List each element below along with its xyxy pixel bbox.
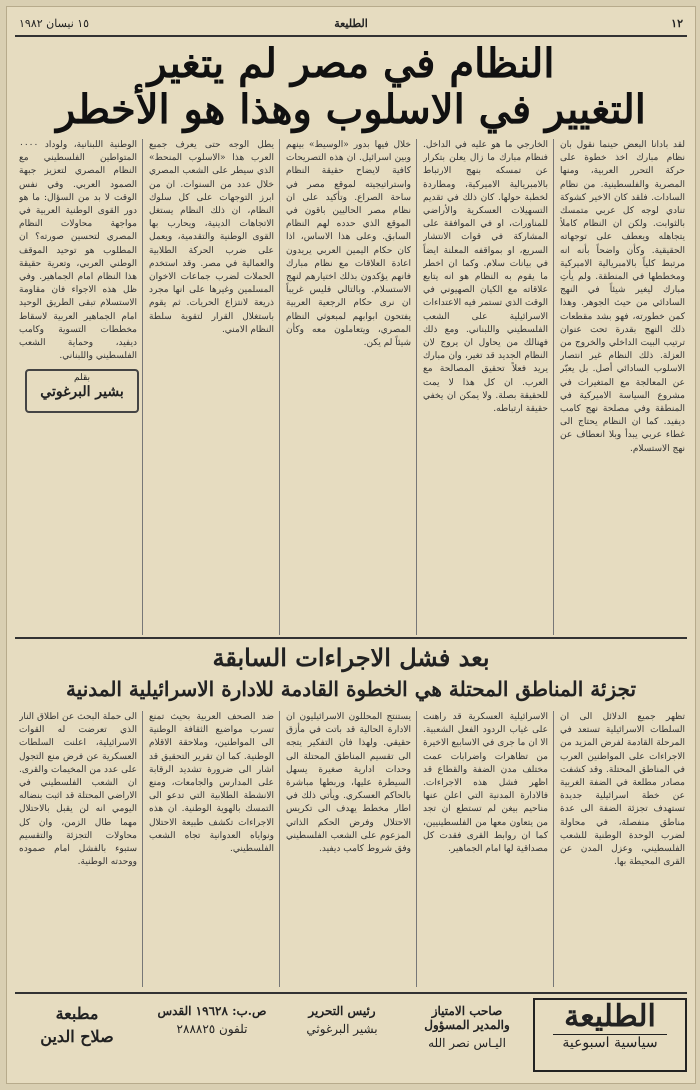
main-article-column-1: لقد بادانا البعض حينما نقول بان نظام مبارك اخذ خطوة على حركة التحرر العربية، ومنها المصرية والفلسطينية. من نظام السادات. فلقد كان الاخير كشوكة تنادي لوجه كل عربي متمسك بالثوابت. ولكن ان النظام كاملاً يتجاهله ويعطف على توجهاته الحقيقية. وكأن واضحاً بأنه انه مرتبط كلياً بالامبريالية الاميركية ومخططها في المنطقة. ولم يأتِ مبارك ليغير شيئاً في النهج السادائي من حيث الجوهر. وهذا كمن خطورته، فهو بشد مقطعات ذلك النهج بقدرة تحت عنوان ترتيب البيت الداخلي والخروج من العزلة. ذلك النظام غير انتصار الاسلوب السادائي أصل. بل يعبّر عن المعالجة مع المتغيرات في مشروع السياسة الاميركية في المنطقة وفي مصلحة نهج كامب ديفيد. كما ان النظام يحتاج الى غطاء عربي يبدأ وبلا انعطاف عن نهج الاستسلام. xyxy=(560,140,685,454)
second-article-column-2: الاسرائيلية العسكرية قد راهنت على غياب الردود الفعل الشعبية. الا ان ما جرى في الاسابيع الاخيرة من تظاهرات واضرابات عمت مختلف مدن الضفة والقطاع قد اظهر فشل هذه الاجراءات. فالادارة المدنية التي اعلن عنها مناحيم بيغن لم تستطع ان تجد من يتعاون معها من الفلسطينيين، كما ان روابط القرى فقدت كل مصداقية لها امام الجماهير. xyxy=(423,712,548,855)
editor-block xyxy=(287,1004,397,1036)
publisher-block xyxy=(412,1004,522,1050)
masthead-title: الطليعة xyxy=(564,999,656,1034)
main-article-column-3: خلال فيها بدور «الوسيط» بينهم وبين اسرائيل. ان هذه التصريحات كافية لايضاح حقيقة النظام واستراتيجيته لموقع مصر في ساحة الصراع. وتأكيد على ان نظام مصر الحاليين باقون في الموقع الذي حدده لهم النظام السابق. وعلى هذا الاساس، اذا كان حكام اليمين العربي يريدون اعادة العلاقات مع نظام مبارك فانهم يؤكدون بذلك اختيارهم لنهج الاستسلام. وبالتالي فليس غريباً ان نرى حكام الرجعية العربية يفتحون ابوابهم لمبعوثي النظام المصري، ويتعاملون معه وكأن شيئاً لم يكن. xyxy=(286,140,411,349)
publisher-name: اليـاس نصر الله xyxy=(428,1036,506,1050)
column-divider xyxy=(279,711,280,987)
second-article-kicker: بعد فشل الاجراءات السابقة xyxy=(212,643,490,672)
printer-label: مطبعة xyxy=(55,1004,99,1023)
main-headline-line2: التغيير في الاسلوب وهذا هو الأخطر xyxy=(56,86,646,133)
page-footer xyxy=(15,992,687,1079)
column-divider xyxy=(142,139,143,635)
byline-name: بشير البرغوتي xyxy=(40,384,124,400)
contact-block xyxy=(152,1004,272,1036)
main-article-column-4: يطل الوجه حتى يعرف جميع العرب هذا «الاسلوب المنحط» الذي سيطر على الشعب المصري خلال عدد من السنوات. ان من ابرز التوجهات على كل سلوك النظام، ان ذلك النظام يستغل الاتجاهات الدينية، ويحارب بها القوى الوطنية والتقدمية، ويعمل على ضرب الحركة الطلابية والعمالية في مصر. وقد استخدم الحملات لضرب جماعات الاخوان المسلمين وغيرها على انها مجرد ذريعة لانتزاع الحريات. ثم يقوم باستغلال القرار لتقوية سلطة النظام الامني. xyxy=(149,140,274,335)
masthead-subtitle: سياسية اسبوعية xyxy=(553,1034,667,1051)
author-byline xyxy=(25,369,139,413)
issue-date: ١٥ نيسان ١٩٨٢ xyxy=(19,17,90,30)
second-article-column-3: يستنتج المحللون الاسرائيليون ان الادارة الحالية قد باتت في مأزق حقيقي. ولهذا فان التفكير يتجه الى تقسيم المناطق المحتلة الى وحدات ادارية صغيرة يسهل السيطرة عليها، وربطها مباشرة بالحاكم العسكري. ويأتي ذلك في اطار مخطط يهدف الى تكريس الاحتلال وفرض الحكم الذاتي المزعوم على الشعب الفلسطيني وفق شروط كامب ديفيد. xyxy=(286,712,411,855)
editor-label: رئيس التحرير xyxy=(308,1004,376,1018)
second-article-column-5: الى حملة البحث عن اطلاق النار الذي تعرضت له القوات الاسرائيلية، اعلنت السلطات العسكرية عن فرض منع التجول على عدد من المخيمات والقرى. ان الشعب الفلسطيني في الاراضي المحتلة قد اثبت بنضاله اليومي انه لن يقبل بالاحتلال مهما طال الزمن، وان كل محاولات التجزئة والتقسيم ستبوء بالفشل امام صموده ووحدته الوطنية. xyxy=(19,712,137,868)
second-article-column-1: تظهر جميع الدلائل الى ان السلطات الاسرائيلية تستعد في المرحلة القادمة لفرض المزيد من الاجراءات على المواطنين العرب في المناطق المحتلة. وقد كشفت مصادر مطلعة في الضفة الغربية عن خطة اسرائيلية جديدة تستهدف تجزئة الضفة الى عدة مناطق منفصلة، في محاولة لضرب الوحدة الوطنية للشعب الفلسطيني، وعزل المدن عن القرى المحيطة بها. xyxy=(560,712,685,868)
main-article-column-2: الخارجي ما هو عليه في الداخل. فنظام مبارك ما زال يعلن بتكرار عن تمسكه بنهج الارتباط بالامبريالية الاميركية، ومطاردة لخطبة حولها. كان ذلك في تقديم التسهيلات العسكرية والأراضي للمناورات، او في الموافقة على المشاركة في قوات الانتشار السريع، او بمواقفه المعلنة ايضاً في بيانات سلام. وكما ان اخطر ما يقوم به النظام هو انه يتابع علاقاته مع الكيان الصهيوني في الوقت الذي تستمر فيه الاعتداءات الاسرائيلية على الشعب الفلسطيني واللبناني. ومع ذلك فهنالك من يحاول ان يروج لان النظام الجديد قد تغير، وان مبارك يريد فعلاً تحقيق المصالحة مع العرب. ان كل هذا لا يمت للحقيقة بصلة. ولا يمكن ان يخفي حقيقة ارتباطه. xyxy=(423,140,548,415)
publisher-label: صاحب الامتياز والمدير المسؤول xyxy=(424,1004,510,1032)
paper-name: الطليعة xyxy=(334,17,368,30)
editor-name: بشير البرغوثي xyxy=(306,1022,378,1036)
phone: تلفون ٢٨٨٨٢٥ xyxy=(176,1022,248,1036)
main-headline-line1: النظام في مصر لم يتغير xyxy=(147,40,555,87)
newspaper-page xyxy=(6,6,696,1084)
printer-block xyxy=(17,1004,137,1046)
masthead xyxy=(533,998,687,1072)
address: ص.ب: ١٩٦٢٨ القدس xyxy=(157,1004,267,1018)
column-divider xyxy=(553,711,554,987)
section-divider xyxy=(15,637,687,639)
column-divider xyxy=(553,139,554,635)
page-header xyxy=(15,13,687,37)
main-article-column-5a: الوطنية اللبنانية، ولوداد ٠٠٠٠ المتواطين الفلسطيني مع النظام المصري لتعزيز جبهة الصمود العربي. وفي نفس الوقت لا بد من السؤال: ما هو دور القوى الوطنية العربية في مواجهة محاولات النظام المصري لتحسين صورته؟ ان المطلوب هو توحيد الموقف الوطني العربي، وتعرية حقيقة هذا النظام امام الجماهير. وفي ظل هذه الاجواء فان مقاومة الاستسلام تبقى الطريق الوحيد امام الجماهير العربية لاسقاط مخططات التسوية وكامب ديفيد، وحماية الشعب الفلسطيني واللبناني. xyxy=(19,140,137,362)
column-divider xyxy=(416,711,417,987)
second-article-subhead: تجزئة المناطق المحتلة هي الخطوة القادمة للادارة الاسرائيلية المدنية xyxy=(65,677,637,701)
printer-name: صلاح الدين xyxy=(40,1027,114,1046)
second-article-column-4: ضد الصحف العربية بحيث تمنع تسرب مواضيع الثقافة الوطنية الى المواطنين، وملاحقة الاقلام الوطنية. كما ان تقرير التحقيق قد اشار الى ضرورة تشديد الرقابة على المدارس والجامعات، ومنع الانشطة الطلابية التي تدعو الى التمسك بالهوية الوطنية. ان هذه الاجراءات تكشف طبيعة الاحتلال ونواياه العدوانية تجاه الشعب الفلسطيني. xyxy=(149,712,274,855)
column-divider xyxy=(279,139,280,635)
column-divider xyxy=(142,711,143,987)
byline-label: بقلم xyxy=(73,373,91,383)
page-number: ١٢ xyxy=(671,17,683,30)
column-divider xyxy=(416,139,417,635)
